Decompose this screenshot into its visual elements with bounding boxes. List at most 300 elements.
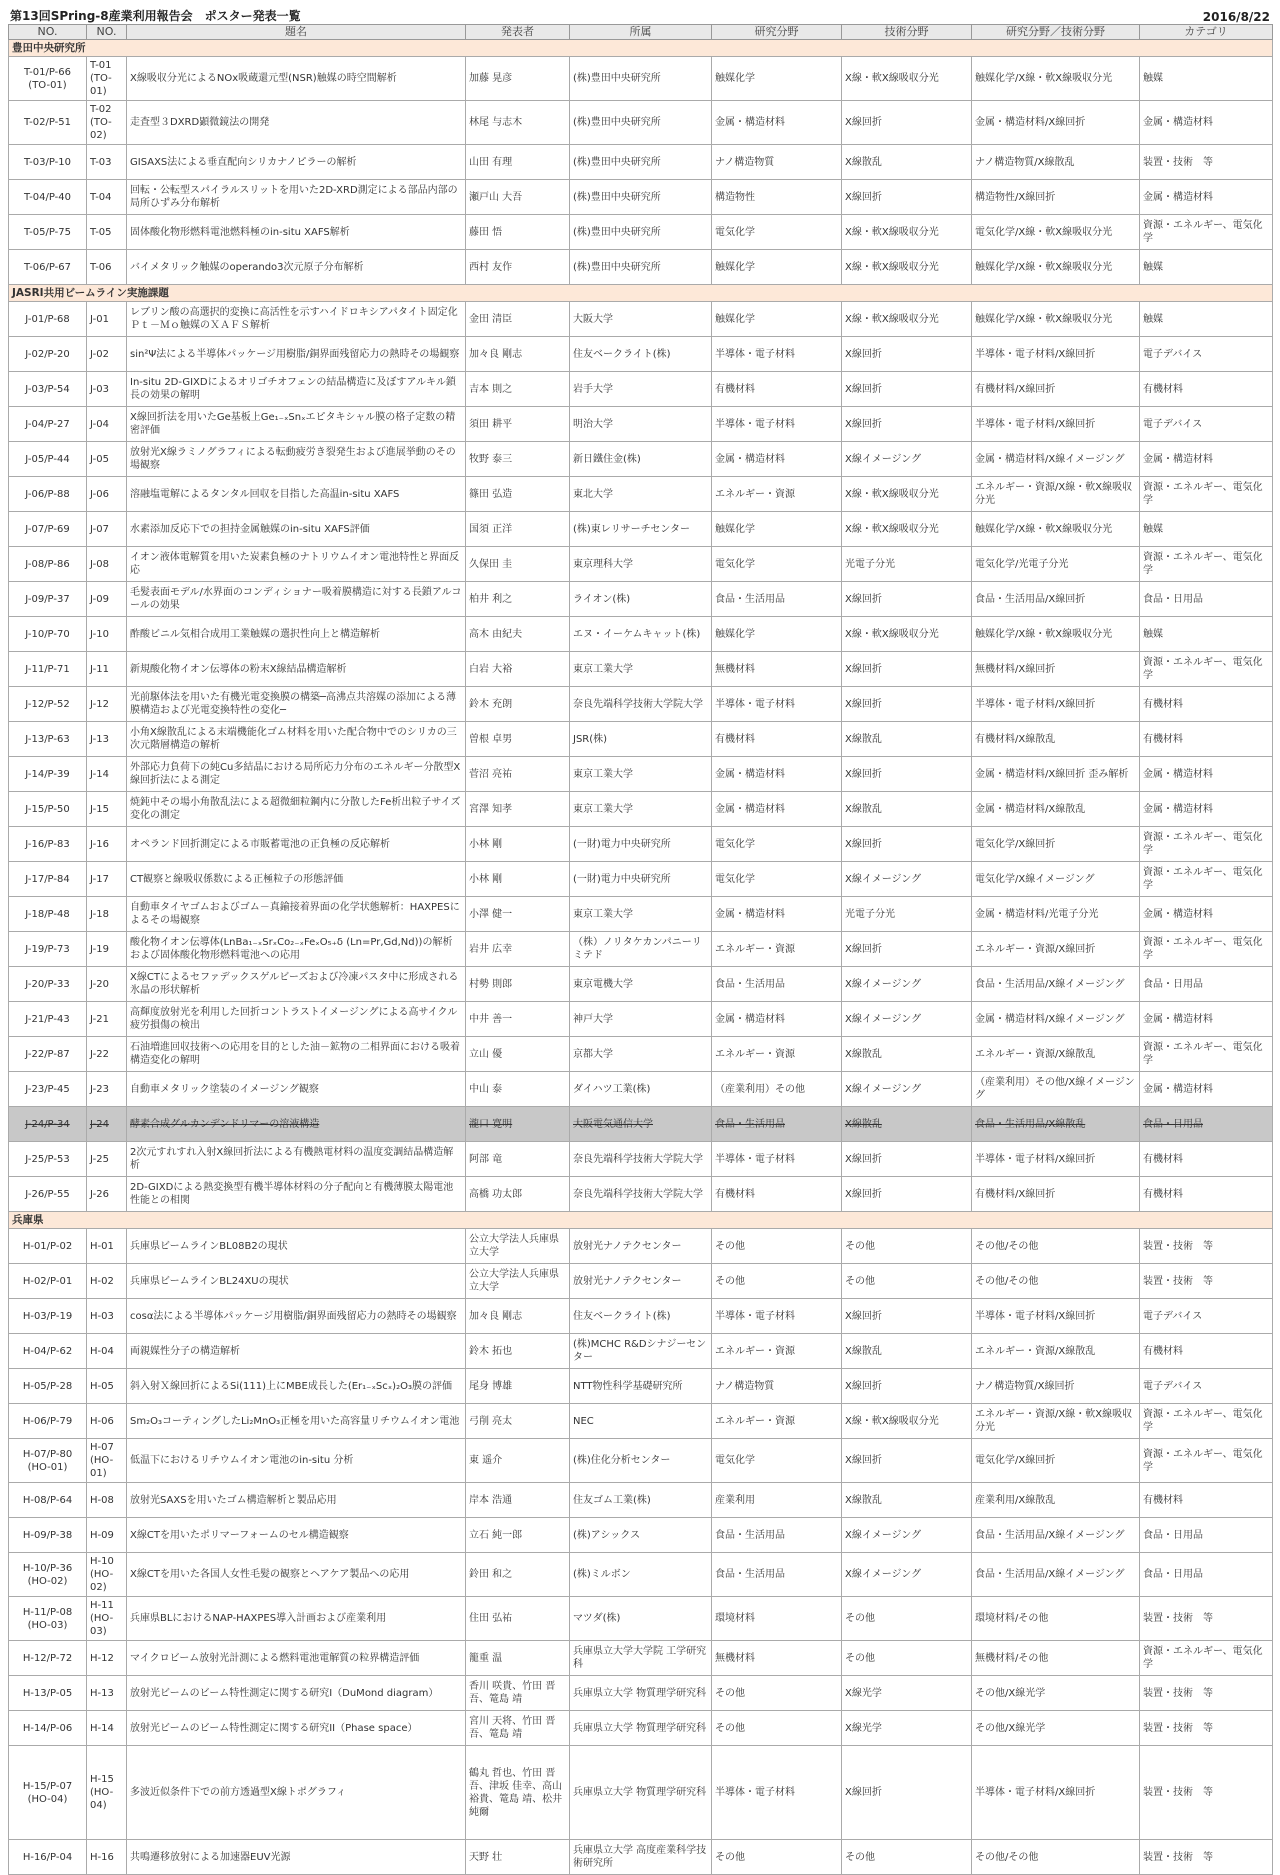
group-label: 豊田中央研究所: [9, 40, 1273, 57]
cell-title: レブリン酸の高選択的変換に高活性を示すハイドロキシアパタイト固定化Ｐｔ－Ｍｏ触媒のＸＡＦＳ解析: [127, 302, 466, 337]
cell-technique: X線散乱: [842, 722, 972, 757]
cell-research: 有機材料: [712, 1177, 842, 1212]
cell-research-technique: 触媒化学/X線・軟X線吸収分光: [972, 302, 1140, 337]
cell-no2: T-02 (TO-02): [87, 101, 127, 145]
cell-research-technique: 食品・生活用品/X線イメージング: [972, 1553, 1140, 1597]
cell-no2: J-07: [87, 512, 127, 547]
cell-no2: J-10: [87, 617, 127, 652]
cell-category: 有機材料: [1140, 372, 1273, 407]
cell-technique: X線回折: [842, 1369, 972, 1404]
cell-presenter: 岸本 浩通: [466, 1483, 570, 1518]
cell-no: J-25/P-53: [9, 1142, 87, 1177]
cell-research-technique: 半導体・電子材料/X線回折: [972, 1299, 1140, 1334]
cell-presenter: 牧野 泰三: [466, 442, 570, 477]
cell-technique: X線・軟X線吸収分光: [842, 1404, 972, 1439]
cell-no2: J-17: [87, 862, 127, 897]
cell-research: 電気化学: [712, 547, 842, 582]
cell-research: 有機材料: [712, 372, 842, 407]
cell-technique: X線回折: [842, 1142, 972, 1177]
cell-technique: 光電子分光: [842, 547, 972, 582]
table-row: [9, 57, 1273, 101]
cell-category: 有機材料: [1140, 1177, 1273, 1212]
table-row: [9, 302, 1273, 337]
table-row: [9, 1072, 1273, 1107]
cell-affiliation: 大阪電気通信大学: [570, 1107, 712, 1142]
cell-affiliation: 東京工業大学: [570, 792, 712, 827]
cell-category: 資源・エネルギー、電気化学: [1140, 1037, 1273, 1072]
cell-research: 金属・構造材料: [712, 101, 842, 145]
cell-category: 金属・構造材料: [1140, 442, 1273, 477]
cell-no: J-18/P-48: [9, 897, 87, 932]
cell-affiliation: (株)豊田中央研究所: [570, 145, 712, 180]
table-row: [9, 442, 1273, 477]
cell-presenter: 加藤 晃彦: [466, 57, 570, 101]
cell-research: その他: [712, 1676, 842, 1711]
cell-affiliation: (株)豊田中央研究所: [570, 180, 712, 215]
cell-no: H-13/P-05: [9, 1676, 87, 1711]
cell-affiliation: (株)豊田中央研究所: [570, 215, 712, 250]
cell-technique: X線・軟X線吸収分光: [842, 512, 972, 547]
cell-affiliation: (株)豊田中央研究所: [570, 57, 712, 101]
cell-research-technique: ナノ構造物質/X線散乱: [972, 145, 1140, 180]
cell-no2: T-06: [87, 250, 127, 285]
cell-category: 有機材料: [1140, 687, 1273, 722]
cell-affiliation: 住友ベークライト(株): [570, 337, 712, 372]
cell-research-technique: 有機材料/X線回折: [972, 372, 1140, 407]
cell-technique: X線回折: [842, 1177, 972, 1212]
cell-no: H-10/P-36 (HO-02): [9, 1553, 87, 1597]
cell-research: 構造物性: [712, 180, 842, 215]
cell-affiliation: (株)東レリサーチセンター: [570, 512, 712, 547]
cell-title: X線CTを用いたポリマーフォームのセル構造観察: [127, 1518, 466, 1553]
cell-no2: H-07 (HO-01): [87, 1439, 127, 1483]
cell-research-technique: 無機材料/その他: [972, 1641, 1140, 1676]
cell-research-technique: 金属・構造材料/光電子分光: [972, 897, 1140, 932]
table-row: [9, 250, 1273, 285]
cell-no2: H-03: [87, 1299, 127, 1334]
cell-title: 水素添加反応下での担持金属触媒のin-situ XAFS評価: [127, 512, 466, 547]
cell-affiliation: NEC: [570, 1404, 712, 1439]
cell-presenter: 鶴丸 哲也、竹田 晋吾、津坂 佳幸、高山 裕貴、篭島 靖、松井 純爾: [466, 1746, 570, 1840]
cell-no2: H-01: [87, 1229, 127, 1264]
cell-affiliation: 東京工業大学: [570, 652, 712, 687]
cell-research-technique: 食品・生活用品/X線イメージング: [972, 1518, 1140, 1553]
cell-research: 金属・構造材料: [712, 1002, 842, 1037]
cell-affiliation: 岩手大学: [570, 372, 712, 407]
cell-no2: H-14: [87, 1711, 127, 1746]
cell-research-technique: 環境材料/その他: [972, 1597, 1140, 1641]
cell-category: 資源・エネルギー、電気化学: [1140, 1439, 1273, 1483]
cell-presenter: 弓削 亮太: [466, 1404, 570, 1439]
cell-no: J-14/P-39: [9, 757, 87, 792]
cell-affiliation: ライオン(株): [570, 582, 712, 617]
cell-no: J-07/P-69: [9, 512, 87, 547]
cell-research: 金属・構造材料: [712, 442, 842, 477]
cell-no2: J-12: [87, 687, 127, 722]
cell-no: J-16/P-83: [9, 827, 87, 862]
cell-category: 電子デバイス: [1140, 1299, 1273, 1334]
cell-presenter: 宮澤 知孝: [466, 792, 570, 827]
cell-presenter: 西村 友作: [466, 250, 570, 285]
cell-technique: その他: [842, 1264, 972, 1299]
cell-research-technique: 半導体・電子材料/X線回折: [972, 407, 1140, 442]
cell-presenter: 久保田 圭: [466, 547, 570, 582]
cell-affiliation: 奈良先端科学技術大学院大学: [570, 1177, 712, 1212]
cell-research: 環境材料: [712, 1597, 842, 1641]
cell-no: J-24/P-34: [9, 1107, 87, 1142]
cell-no: H-14/P-06: [9, 1711, 87, 1746]
cell-presenter: 高木 由紀夫: [466, 617, 570, 652]
cell-affiliation: 兵庫県立大学 物質理学研究科: [570, 1746, 712, 1840]
page-title: 第13回SPring-8産業利用報告会 ポスター発表一覧: [10, 9, 301, 23]
cell-technique: X線・軟X線吸収分光: [842, 302, 972, 337]
table-row: [9, 1037, 1273, 1072]
cell-no2: J-25: [87, 1142, 127, 1177]
cell-research-technique: 金属・構造材料/X線回折 歪み解析: [972, 757, 1140, 792]
cell-category: 金属・構造材料: [1140, 897, 1273, 932]
cell-no2: J-16: [87, 827, 127, 862]
cell-presenter: 曽根 卓男: [466, 722, 570, 757]
table-row: [9, 145, 1273, 180]
cell-affiliation: 住友ベークライト(株): [570, 1299, 712, 1334]
cell-title: 焼鈍中その場小角散乱法による超微細粒鋼内に分散したFe析出粒子サイズ変化の測定: [127, 792, 466, 827]
cell-no: H-08/P-64: [9, 1483, 87, 1518]
cell-no2: J-24: [87, 1107, 127, 1142]
table-row: [9, 407, 1273, 442]
cell-research-technique: その他/X線光学: [972, 1676, 1140, 1711]
cell-research: 有機材料: [712, 722, 842, 757]
table-body: [9, 40, 1273, 1875]
cell-no: J-05/P-44: [9, 442, 87, 477]
table-row: [9, 1369, 1273, 1404]
col-header-no: NO.: [9, 25, 87, 40]
poster-table: [8, 24, 1273, 1875]
table-row: [9, 1334, 1273, 1369]
cell-presenter: 村勢 則郎: [466, 967, 570, 1002]
cell-category: 食品・日用品: [1140, 1518, 1273, 1553]
cell-presenter: 立山 優: [466, 1037, 570, 1072]
cell-research: 金属・構造材料: [712, 792, 842, 827]
cell-title: 走査型３DXRD顕微鏡法の開発: [127, 101, 466, 145]
cell-technique: X線イメージング: [842, 1072, 972, 1107]
cell-technique: X線イメージング: [842, 967, 972, 1002]
cell-no2: J-18: [87, 897, 127, 932]
cell-title: 石油増進回収技術への応用を目的とした油－鉱物の二相界面における吸着構造変化の解明: [127, 1037, 466, 1072]
cell-technique: X線イメージング: [842, 442, 972, 477]
cell-no: J-08/P-86: [9, 547, 87, 582]
cell-presenter: 天野 壮: [466, 1840, 570, 1875]
cell-category: 食品・日用品: [1140, 1553, 1273, 1597]
cell-title: 2次元すれすれ入射X線回折法による有機熱電材料の温度変調結晶構造解析: [127, 1142, 466, 1177]
cell-research: 金属・構造材料: [712, 757, 842, 792]
table-row: [9, 1641, 1273, 1676]
cell-technique: X線回折: [842, 687, 972, 722]
cell-research: その他: [712, 1264, 842, 1299]
cell-title: 兵庫県BLにおけるNAP-HAXPES導入計画および産業利用: [127, 1597, 466, 1641]
cell-category: 電子デバイス: [1140, 337, 1273, 372]
cell-technique: X線回折: [842, 337, 972, 372]
cell-no2: J-26: [87, 1177, 127, 1212]
cell-affiliation: 兵庫県立大学 物質理学研究科: [570, 1676, 712, 1711]
cell-no: J-22/P-87: [9, 1037, 87, 1072]
cell-affiliation: JSR(株): [570, 722, 712, 757]
cell-research: 電気化学: [712, 1439, 842, 1483]
cell-no: J-26/P-55: [9, 1177, 87, 1212]
cell-no: H-05/P-28: [9, 1369, 87, 1404]
cell-research: 触媒化学: [712, 512, 842, 547]
cell-category: 有機材料: [1140, 1483, 1273, 1518]
cell-category: 触媒: [1140, 302, 1273, 337]
cell-no: J-04/P-27: [9, 407, 87, 442]
cell-research: 金属・構造材料: [712, 897, 842, 932]
cell-no: J-13/P-63: [9, 722, 87, 757]
cell-research-technique: 電気化学/光電子分光: [972, 547, 1140, 582]
cell-category: 触媒: [1140, 250, 1273, 285]
cell-category: 装置・技術 等: [1140, 145, 1273, 180]
cell-research-technique: 電気化学/X線・軟X線吸収分光: [972, 215, 1140, 250]
cell-research-technique: 産業利用/X線散乱: [972, 1483, 1140, 1518]
cell-affiliation: （株）ノリタケカンパニーリミテド: [570, 932, 712, 967]
table-row: [9, 1002, 1273, 1037]
cell-title: 溶融塩電解によるタンタル回収を目指した高温in-situ XAFS: [127, 477, 466, 512]
cell-no: J-03/P-54: [9, 372, 87, 407]
cell-research: ナノ構造物質: [712, 145, 842, 180]
cell-category: 金属・構造材料: [1140, 1072, 1273, 1107]
cell-affiliation: 奈良先端科学技術大学院大学: [570, 1142, 712, 1177]
cell-title: 固体酸化物形燃料電池燃料極のin-situ XAFS解析: [127, 215, 466, 250]
table-row: [9, 337, 1273, 372]
cell-presenter: 吉本 則之: [466, 372, 570, 407]
cell-presenter: 金田 清臣: [466, 302, 570, 337]
cell-title: 酵素合成グルカンデンドリマーの溶液構造: [127, 1107, 466, 1142]
cell-research-technique: ナノ構造物質/X線回折: [972, 1369, 1140, 1404]
cell-no2: H-13: [87, 1676, 127, 1711]
cell-research: 食品・生活用品: [712, 1518, 842, 1553]
cell-no2: H-11 (HO-03): [87, 1597, 127, 1641]
cell-presenter: 尾身 博雄: [466, 1369, 570, 1404]
cell-research-technique: 食品・生活用品/X線散乱: [972, 1107, 1140, 1142]
cell-no2: J-08: [87, 547, 127, 582]
table-row: [9, 1518, 1273, 1553]
cell-no2: H-15 (HO-04): [87, 1746, 127, 1840]
cell-no: J-11/P-71: [9, 652, 87, 687]
cell-technique: X線回折: [842, 407, 972, 442]
cell-title: 外部応力負荷下の純Cu多結晶における局所応力分布のエネルギー分散型X線回折法による測定: [127, 757, 466, 792]
cell-technique: X線回折: [842, 180, 972, 215]
table-row: [9, 547, 1273, 582]
cell-affiliation: (株)豊田中央研究所: [570, 101, 712, 145]
cell-title: 両親媒性分子の構造解析: [127, 1334, 466, 1369]
cell-title: 放射光SAXSを用いたゴム構造解析と製品応用: [127, 1483, 466, 1518]
cell-research-technique: 食品・生活用品/X線イメージング: [972, 967, 1140, 1002]
cell-title: X線CTによるセファデックスゲルビーズおよび冷凍パスタ中に形成される氷晶の形状解析: [127, 967, 466, 1002]
cell-presenter: 瀧口 寛明: [466, 1107, 570, 1142]
cell-research-technique: （産業利用）その他/X線イメージング: [972, 1072, 1140, 1107]
cell-no: T-02/P-51: [9, 101, 87, 145]
cell-category: 装置・技術 等: [1140, 1597, 1273, 1641]
cell-category: 食品・日用品: [1140, 967, 1273, 1002]
table-row: [9, 967, 1273, 1002]
cell-affiliation: 東京工業大学: [570, 757, 712, 792]
cell-research: 産業利用: [712, 1483, 842, 1518]
cell-presenter: 中山 泰: [466, 1072, 570, 1107]
table-header-row: [9, 25, 1273, 40]
cell-category: 触媒: [1140, 512, 1273, 547]
cell-presenter: 公立大学法人兵庫県立大学: [466, 1264, 570, 1299]
cell-research: 触媒化学: [712, 617, 842, 652]
cell-research-technique: 電気化学/X線回折: [972, 827, 1140, 862]
col-header-category: カテゴリ: [1140, 25, 1273, 40]
cell-no2: J-22: [87, 1037, 127, 1072]
cell-no2: J-01: [87, 302, 127, 337]
cell-title: バイメタリック触媒のoperando3次元原子分布解析: [127, 250, 466, 285]
cell-presenter: 香川 咲貴、竹田 晋吾、篭島 靖: [466, 1676, 570, 1711]
cell-presenter: 藤田 悟: [466, 215, 570, 250]
table-row: [9, 512, 1273, 547]
cell-category: 有機材料: [1140, 1142, 1273, 1177]
cell-no2: H-06: [87, 1404, 127, 1439]
cell-title: 新規酸化物イオン伝導体の粉末X線結晶構造解析: [127, 652, 466, 687]
cell-technique: その他: [842, 1597, 972, 1641]
table-row: [9, 215, 1273, 250]
cell-research: その他: [712, 1229, 842, 1264]
cell-research-technique: 金属・構造材料/X線回折: [972, 101, 1140, 145]
cell-research-technique: その他/その他: [972, 1840, 1140, 1875]
cell-no: J-09/P-37: [9, 582, 87, 617]
page-date: 2016/8/22: [1202, 10, 1270, 24]
cell-title: 酢酸ビニル気相合成用工業触媒の選択性向上と構造解析: [127, 617, 466, 652]
group-row: [9, 285, 1273, 302]
cell-affiliation: 東京工業大学: [570, 897, 712, 932]
table-row: [9, 101, 1273, 145]
cell-no: J-10/P-70: [9, 617, 87, 652]
cell-no2: J-20: [87, 967, 127, 1002]
cell-no2: J-15: [87, 792, 127, 827]
table-row: [9, 1711, 1273, 1746]
cell-technique: X線回折: [842, 1746, 972, 1840]
cell-technique: X線回折: [842, 372, 972, 407]
cell-title: 自動車タイヤゴムおよびゴム－真鍮接着界面の化学状態解析：HAXPESによるその場観察: [127, 897, 466, 932]
table-row: [9, 1299, 1273, 1334]
cell-affiliation: (一財)電力中央研究所: [570, 862, 712, 897]
cell-research-technique: 触媒化学/X線・軟X線吸収分光: [972, 512, 1140, 547]
cell-research-technique: 無機材料/X線回折: [972, 652, 1140, 687]
table-row: [9, 652, 1273, 687]
cell-technique: X線光学: [842, 1711, 972, 1746]
cell-presenter: 鈴田 和之: [466, 1553, 570, 1597]
cell-category: 金属・構造材料: [1140, 180, 1273, 215]
cell-title: 自動車メタリック塗装のイメージング観察: [127, 1072, 466, 1107]
cell-no: H-04/P-62: [9, 1334, 87, 1369]
cell-no2: J-05: [87, 442, 127, 477]
cell-technique: X線・軟X線吸収分光: [842, 57, 972, 101]
cell-no: H-01/P-02: [9, 1229, 87, 1264]
cell-no: T-06/P-67: [9, 250, 87, 285]
cell-title: sin²Ψ法による半導体パッケージ用樹脂/銅界面残留応力の熱時その場観察: [127, 337, 466, 372]
cell-research: エネルギー・資源: [712, 1037, 842, 1072]
cell-research-technique: 触媒化学/X線・軟X線吸収分光: [972, 617, 1140, 652]
table-row: [9, 477, 1273, 512]
cell-no2: T-01 (TO-01): [87, 57, 127, 101]
cell-research-technique: 金属・構造材料/X線イメージング: [972, 442, 1140, 477]
cell-affiliation: 新日鐵住金(株): [570, 442, 712, 477]
cell-research: 食品・生活用品: [712, 1107, 842, 1142]
cell-research-technique: 触媒化学/X線・軟X線吸収分光: [972, 57, 1140, 101]
cell-research: 触媒化学: [712, 250, 842, 285]
cell-category: 装置・技術 等: [1140, 1676, 1273, 1711]
cell-category: 有機材料: [1140, 722, 1273, 757]
cell-research-technique: エネルギー・資源/X線散乱: [972, 1037, 1140, 1072]
cell-category: 資源・エネルギー、電気化学: [1140, 477, 1273, 512]
cell-affiliation: マツダ(株): [570, 1597, 712, 1641]
cell-technique: X線回折: [842, 1299, 972, 1334]
cell-technique: X線回折: [842, 1439, 972, 1483]
cell-affiliation: 住友ゴム工業(株): [570, 1483, 712, 1518]
cell-no: H-09/P-38: [9, 1518, 87, 1553]
cell-research: エネルギー・資源: [712, 1334, 842, 1369]
cell-technique: X線散乱: [842, 1037, 972, 1072]
cell-research-technique: 金属・構造材料/X線散乱: [972, 792, 1140, 827]
cell-research: 半導体・電子材料: [712, 1299, 842, 1334]
cell-no: T-01/P-66 (TO-01): [9, 57, 87, 101]
cell-presenter: 加々良 剛志: [466, 337, 570, 372]
cell-affiliation: (株)豊田中央研究所: [570, 250, 712, 285]
table-row: [9, 757, 1273, 792]
cell-research: 食品・生活用品: [712, 582, 842, 617]
group-row: [9, 40, 1273, 57]
cell-presenter: 住田 弘祐: [466, 1597, 570, 1641]
cell-no2: J-23: [87, 1072, 127, 1107]
table-row: [9, 722, 1273, 757]
cell-category: 資源・エネルギー、電気化学: [1140, 1404, 1273, 1439]
cell-category: 触媒: [1140, 617, 1273, 652]
cell-research: 電気化学: [712, 827, 842, 862]
cell-category: 資源・エネルギー、電気化学: [1140, 1641, 1273, 1676]
cell-research-technique: エネルギー・資源/X線散乱: [972, 1334, 1140, 1369]
cell-affiliation: 東京理科大学: [570, 547, 712, 582]
cell-title: 放射光X線ラミノグラフィによる転動疲労き裂発生および進展挙動のその場観察: [127, 442, 466, 477]
cell-research: 半導体・電子材料: [712, 1746, 842, 1840]
group-label: 兵庫県: [9, 1212, 1273, 1229]
cell-presenter: 立石 純一郎: [466, 1518, 570, 1553]
cell-title: In-situ 2D-GIXDによるオリゴチオフェンの結晶構造に及ぼすアルキル鎖長の効果の解明: [127, 372, 466, 407]
cell-technique: X線散乱: [842, 1107, 972, 1142]
cell-category: 電子デバイス: [1140, 407, 1273, 442]
cell-no2: J-11: [87, 652, 127, 687]
table-row: [9, 687, 1273, 722]
cell-research-technique: 半導体・電子材料/X線回折: [972, 1746, 1140, 1840]
table-row: [9, 1142, 1273, 1177]
cell-research-technique: エネルギー・資源/X線・軟X線吸収分光: [972, 477, 1140, 512]
cell-title: 酸化物イオン伝導体(LnBa₁₋ₓSrₓCo₂₋ₓFeₓO₅₊δ (Ln=Pr,Gd,Nd))の解析および固体酸化物形燃料電池への応用: [127, 932, 466, 967]
cell-research: 食品・生活用品: [712, 1553, 842, 1597]
table-row: [9, 1229, 1273, 1264]
cell-research: 電気化学: [712, 215, 842, 250]
cell-title: 共鳴遷移放射による加速器EUV光源: [127, 1840, 466, 1875]
cell-affiliation: 明治大学: [570, 407, 712, 442]
col-header-presenter: 発表者: [466, 25, 570, 40]
cell-no2: H-09: [87, 1518, 127, 1553]
cell-no2: H-05: [87, 1369, 127, 1404]
cell-research-technique: 電気化学/X線回折: [972, 1439, 1140, 1483]
cell-technique: X線回折: [842, 827, 972, 862]
cell-category: 触媒: [1140, 57, 1273, 101]
cell-presenter: 国須 正洋: [466, 512, 570, 547]
cell-category: 資源・エネルギー、電気化学: [1140, 932, 1273, 967]
cell-category: 食品・日用品: [1140, 582, 1273, 617]
cell-title: 高輝度放射光を利用した回折コントラストイメージングによる高サイクル疲労損傷の検出: [127, 1002, 466, 1037]
cell-research: エネルギー・資源: [712, 477, 842, 512]
